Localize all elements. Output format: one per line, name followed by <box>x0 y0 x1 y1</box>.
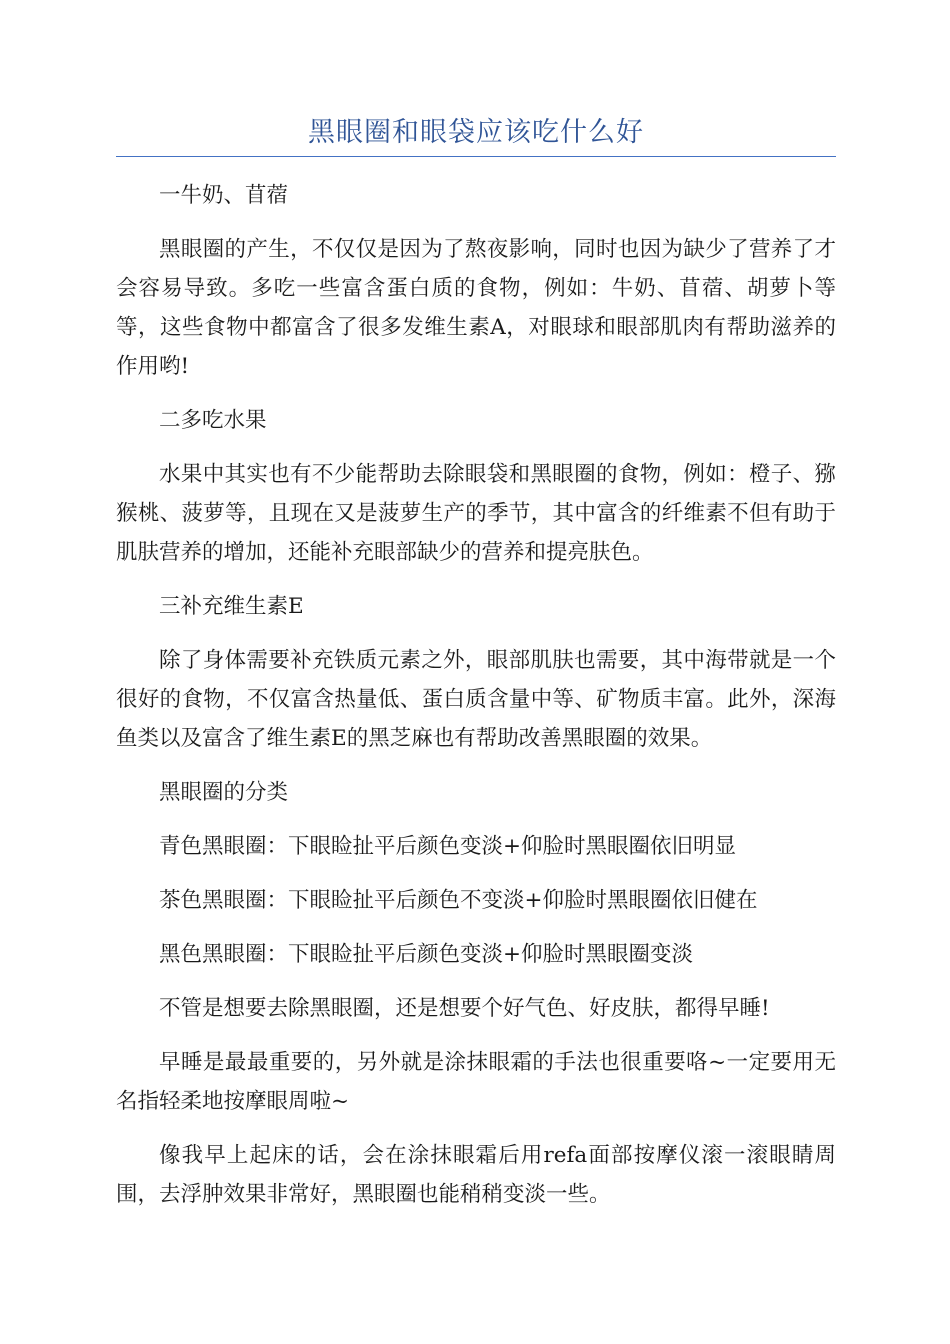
paragraph-black-type: 黑色黑眼圈：下眼睑扯平后颜色变淡+仰脸时黑眼圈变淡 <box>159 942 694 967</box>
document-title: 黑眼圈和眼袋应该吃什么好 <box>308 117 644 148</box>
paragraph-fruit: 水果中其实也有不少能帮助去除眼袋和黑眼圈的食物，例如：橙子、猕猴桃、菠萝等，且现在又是菠萝生产的季节，其中富含的纤维素不但有助于肌肤营养的增加，还能补充眼部缺少的营养和提亮肤色。 <box>116 462 836 565</box>
paragraph-eye-cream: 早睡是最最重要的，另外就是涂抹眼霜的手法也很重要咯~一定要用无名指轻柔地按摩眼周啦~ <box>116 1050 836 1114</box>
heading-vitamin-e: 三补充维生素E <box>159 594 304 619</box>
paragraph-protein: 黑眼圈的产生，不仅仅是因为了熬夜影响，同时也因为缺少了营养了才会容易导致。多吃一些富含蛋白质的食物，例如：牛奶、苜蓿、胡萝卜等等，这些食物中都富含了很多发维生素A，对眼球和眼部肌肉有帮助滋养的作用哟! <box>116 237 836 379</box>
paragraph-sleep-early: 不管是想要去除黑眼圈，还是想要个好气色、好皮肤，都得早睡! <box>159 996 770 1021</box>
document-body <box>116 176 836 1229</box>
paragraph-vitamin-e: 除了身体需要补充铁质元素之外，眼部肌肤也需要，其中海带就是一个很好的食物，不仅富含热量低、蛋白质含量中等、矿物质丰富。此外，深海鱼类以及富含了维生素E的黑芝麻也有帮助改善黑眼圈的效果。 <box>116 648 836 751</box>
paragraph-blue-type: 青色黑眼圈：下眼睑扯平后颜色变淡+仰脸时黑眼圈依旧明显 <box>159 834 737 859</box>
paragraph-refa: 像我早上起床的话，会在涂抹眼霜后用refa面部按摩仪滚一滚眼睛周围，去浮肿效果非常好，黑眼圈也能稍稍变淡一些。 <box>116 1143 836 1207</box>
title-block <box>116 112 836 157</box>
heading-milk-alfalfa: 一牛奶、苜蓿 <box>159 183 289 208</box>
heading-classification: 黑眼圈的分类 <box>159 780 289 805</box>
paragraph-brown-type: 茶色黑眼圈：下眼睑扯平后颜色不变淡+仰脸时黑眼圈依旧健在 <box>159 888 758 913</box>
heading-fruit: 二多吃水果 <box>159 408 267 433</box>
